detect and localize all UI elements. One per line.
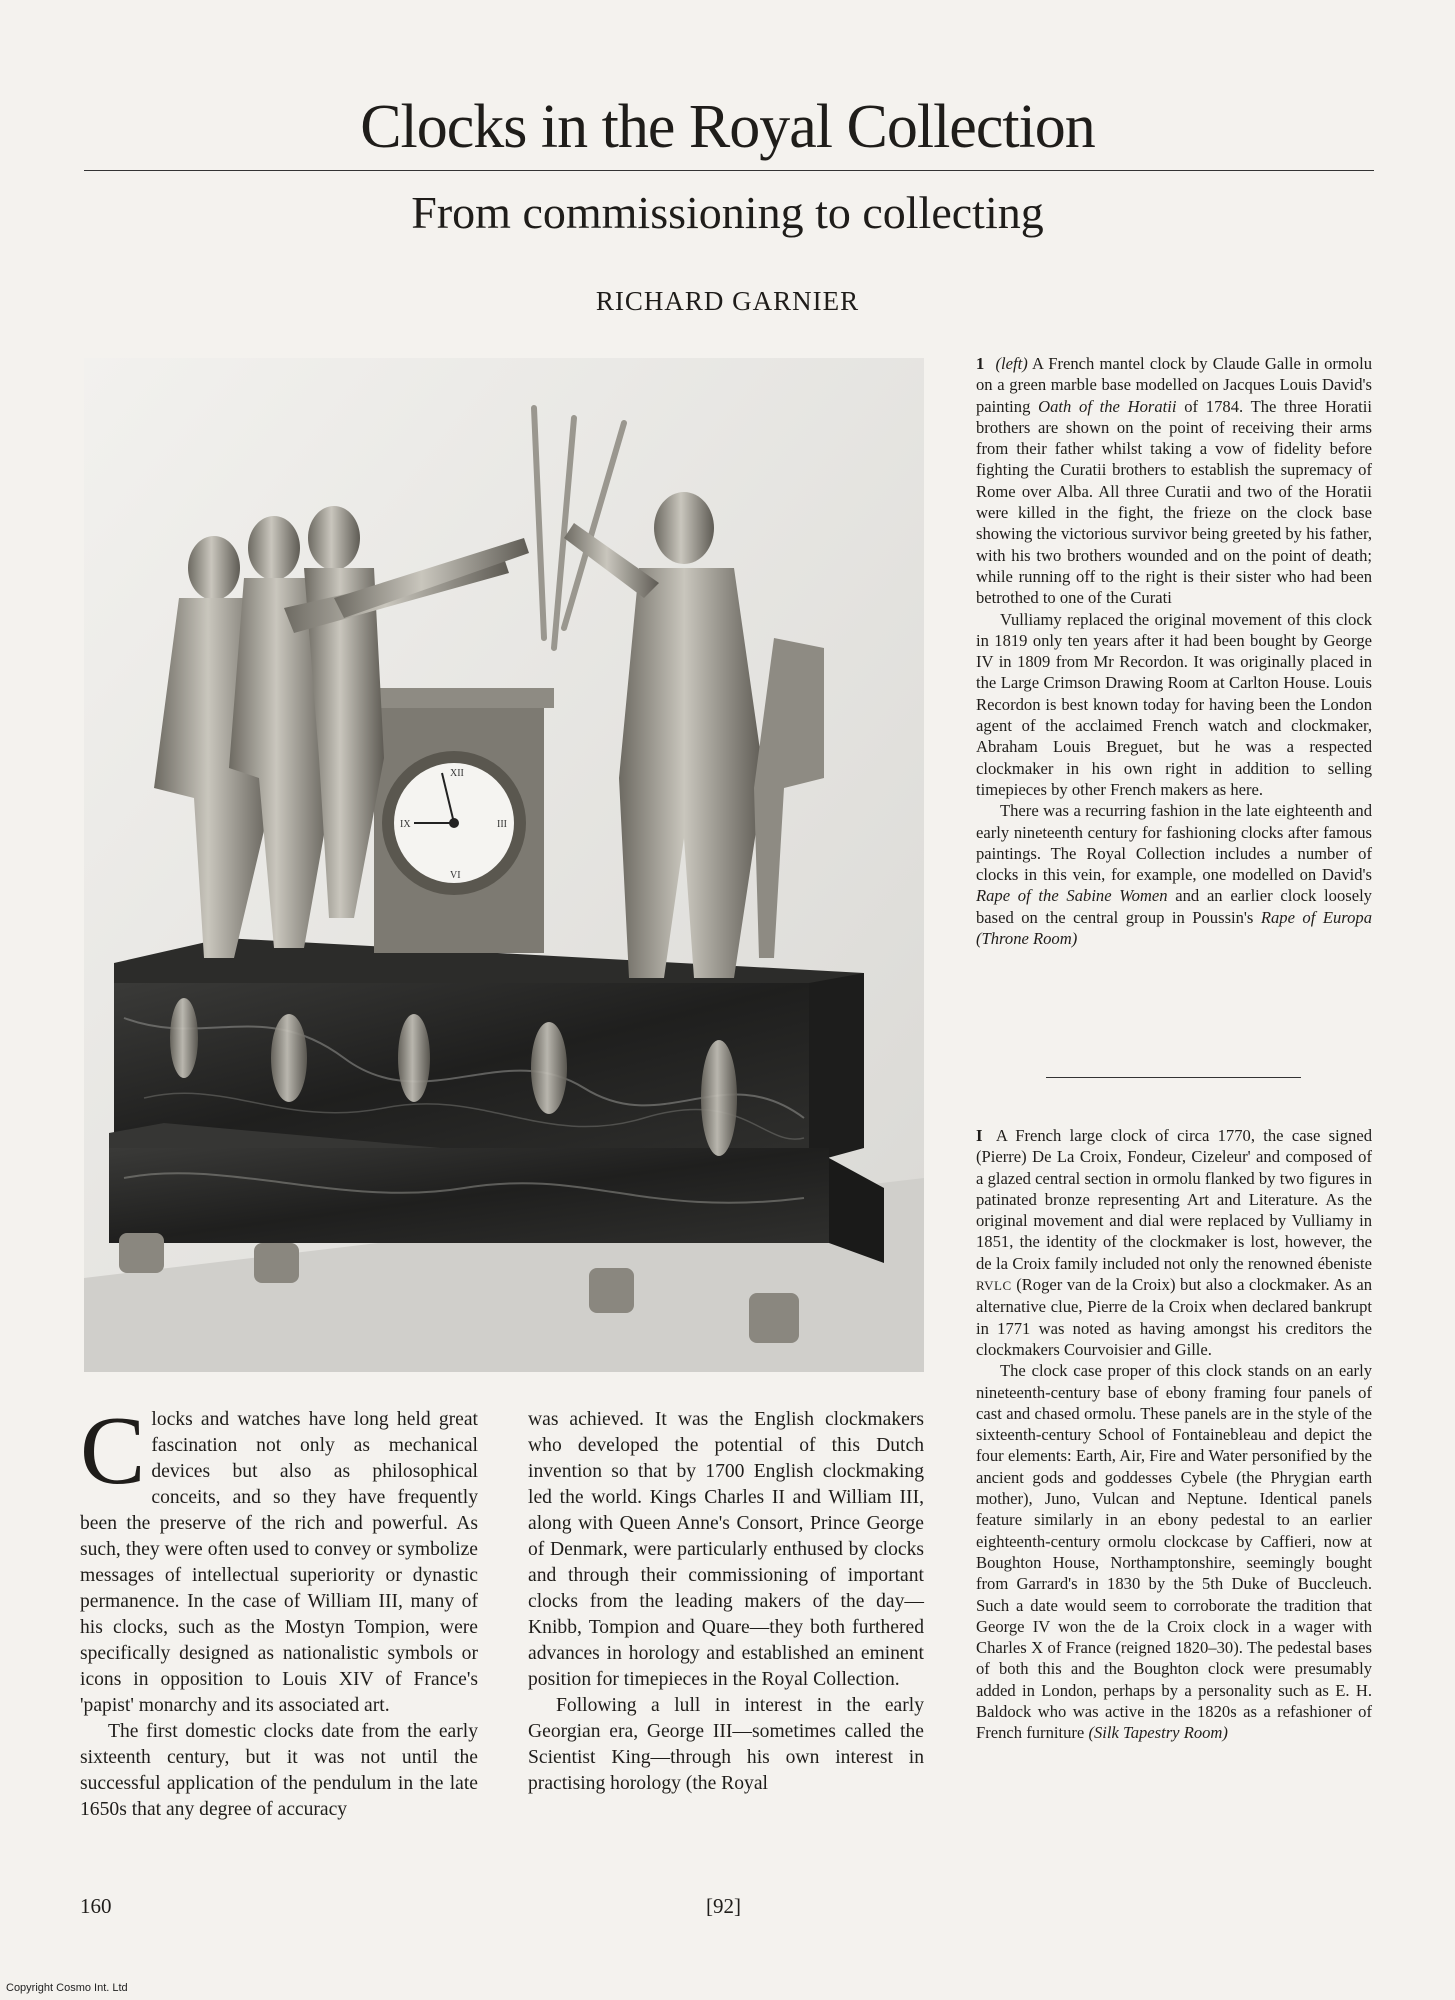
caption-label: (left)	[995, 354, 1028, 373]
caption-number: 1	[976, 354, 985, 373]
body-column-1: Clocks and watches have long held great fascination not only as mechanical devices but also as philosophical conceits, and so they have frequently been the preserve of the rich and powerful. As such, they were often used to convey or symbolize messages of intellectual superiority or dynastic permanence. In the case of William III, many of his clocks, such as the Mostyn Tompion, were specifically designed as nationalistic symbols or icons in opposition to Louis XIV of France's 'papist' monarchy and its associated art. The first domestic clocks date from the early sixteenth century, but it was not until the successful application of the pendulum in the late 1650s that any degree of accuracy	[80, 1407, 478, 1823]
caption-paragraph: Vulliamy replaced the original movement of this clock in 1819 only ten years after it had been bought by George IV in 1809 from Mr Recordon. It was originally placed in the Large Crimson Drawing Room at Carlton House. Louis Recordon is best known today for having been the London agent of the acclaimed French watch and clockmaker, Abraham Louis Breguet, but he was a respected clockmaker in his own right in addition to selling timepieces by other French makers as here.	[976, 609, 1372, 799]
body-paragraph: The first domestic clocks date from the early sixteenth century, but it was not until the successful application of the pendulum in the late 1650s that any degree of accuracy	[80, 1721, 478, 1820]
svg-text:VI: VI	[450, 870, 461, 881]
body-column-2	[528, 1407, 924, 1797]
body-paragraph: Following a lull in interest in the early Georgian era, George III—sometimes called the Scientist King—through his own interest in practising horology (the Royal	[528, 1695, 924, 1794]
article-title: Clocks in the Royal Collection	[360, 93, 1095, 161]
svg-text:IX: IX	[400, 819, 411, 830]
clock-illustration	[84, 358, 924, 1372]
mantel-clock-photo	[84, 358, 924, 1372]
marble-base-lower	[109, 1148, 829, 1243]
page-number: 160	[80, 1894, 112, 1918]
folio-bracket-number: [92]	[706, 1894, 741, 1918]
svg-text:III: III	[497, 819, 507, 830]
caption-number: I	[976, 1126, 983, 1145]
copyright-notice: Copyright Cosmo Int. Ltd	[6, 1982, 128, 1994]
author-byline: RICHARD GARNIER	[595, 286, 860, 316]
body-paragraph: was achieved. It was the English clockmakers who developed the potential of this Dutch invention so that by 1700 English clockmaking led the world. Kings Charles II and William III, along with Queen Anne's Consort, Prince George of Denmark, were particularly enthused by clocks and through their commissioning of important clocks from the leading makers of the day—Knibb, Tompion and Quare—they both furthered advances in horology and established an eminent position for timepieces in the Royal Collection.	[528, 1409, 924, 1690]
svg-text:XII: XII	[450, 768, 464, 779]
article-subtitle: From commissioning to collecting	[411, 187, 1044, 238]
caption-figure-I: I A French large clock of circa 1770, the case signed (Pierre) De La Croix, Fondeur, Cizeleur' and composed of a glazed central section in ormolu flanked by two figures in patinated bronze representing Art and Literature. As the original movement and dial were replaced by Vulliamy in 1851, the identity of the clockmaker is lost, however, the de la Croix family included not only the renowned ébeniste RVLC (Roger van de la Croix) but also a clockmaker. As an alternative clue, Pierre de la Croix when declared bankrupt in 1771 was noted as having amongst his creditors the clockmakers Courvoisier and Gille. The clock case proper of this clock stands on an early nineteenth-century base of ebony framing four panels of cast and chased ormolu. These panels are in the style of the sixteenth-century School of Fontainebleau and depict the four elements: Earth, Air, Fire and Water personified by the ancient gods and goddesses Cybele (the Phrygian earth mother), Juno, Vulcan and Neptune. Identical panels feature similarly in an ebony pedestal to an earlier eighteenth-century ormolu clockcase by Caffieri, now at Boughton House, Northamptonshire, seemingly bought from Garrard's in 1830 by the 5th Duke of Buccleuch. Such a date would seem to corroborate the tradition that George IV won the de la Croix clock in a wager with Charles X of France (reigned 1820–30). The pedestal bases of both this and the Boughton clock were presumably added in London, perhaps by a personality such as E. H. Baldock who was active in the 1820s as a refashioner of French furniture (Silk Tapestry Room)	[976, 1126, 1372, 1743]
drop-cap: C	[80, 1397, 146, 1505]
caption-divider	[1046, 1077, 1301, 1078]
caption-figure-1: 1 (left) A French mantel clock by Claude Galle in ormolu on a green marble base modelled on Jacques Louis David's painting Oath of the Horatii of 1784. The three Horatii brothers are shown on the point of receiving their arms from their father whilst taking a vow of fidelity before fighting the Curatii brothers to establish the supremacy of Rome over Alba. All three Curatii and two of the Horatii were killed in the fight, the frieze on the clock base showing the victorious survivor being greeted by his father, with his two brothers wounded and on the point of death; while running off to the right is their sister who had been betrothed to one of the Curati Vulliamy replaced the original movement of this clock in 1819 only ten years after it had been bought by George IV in 1809 from Mr Recordon. It was originally placed in the Large Crimson Drawing Room at Carlton House. Louis Recordon is best known today for having been the London agent of the acclaimed French watch and clockmaker, Abraham Louis Breguet, but he was a respected clockmaker in his own right in addition to selling timepieces by other French makers as here. There was a recurring fashion in the late eighteenth and early nineteenth century for fashioning clocks after famous paintings. The Royal Collection includes a number of clocks in this vein, for example, one modelled on David's Rape of the Sabine Women and an earlier clock loosely based on the central group in Poussin's Rape of Europa (Throne Room)	[976, 354, 1373, 949]
title-rule	[84, 170, 1374, 171]
